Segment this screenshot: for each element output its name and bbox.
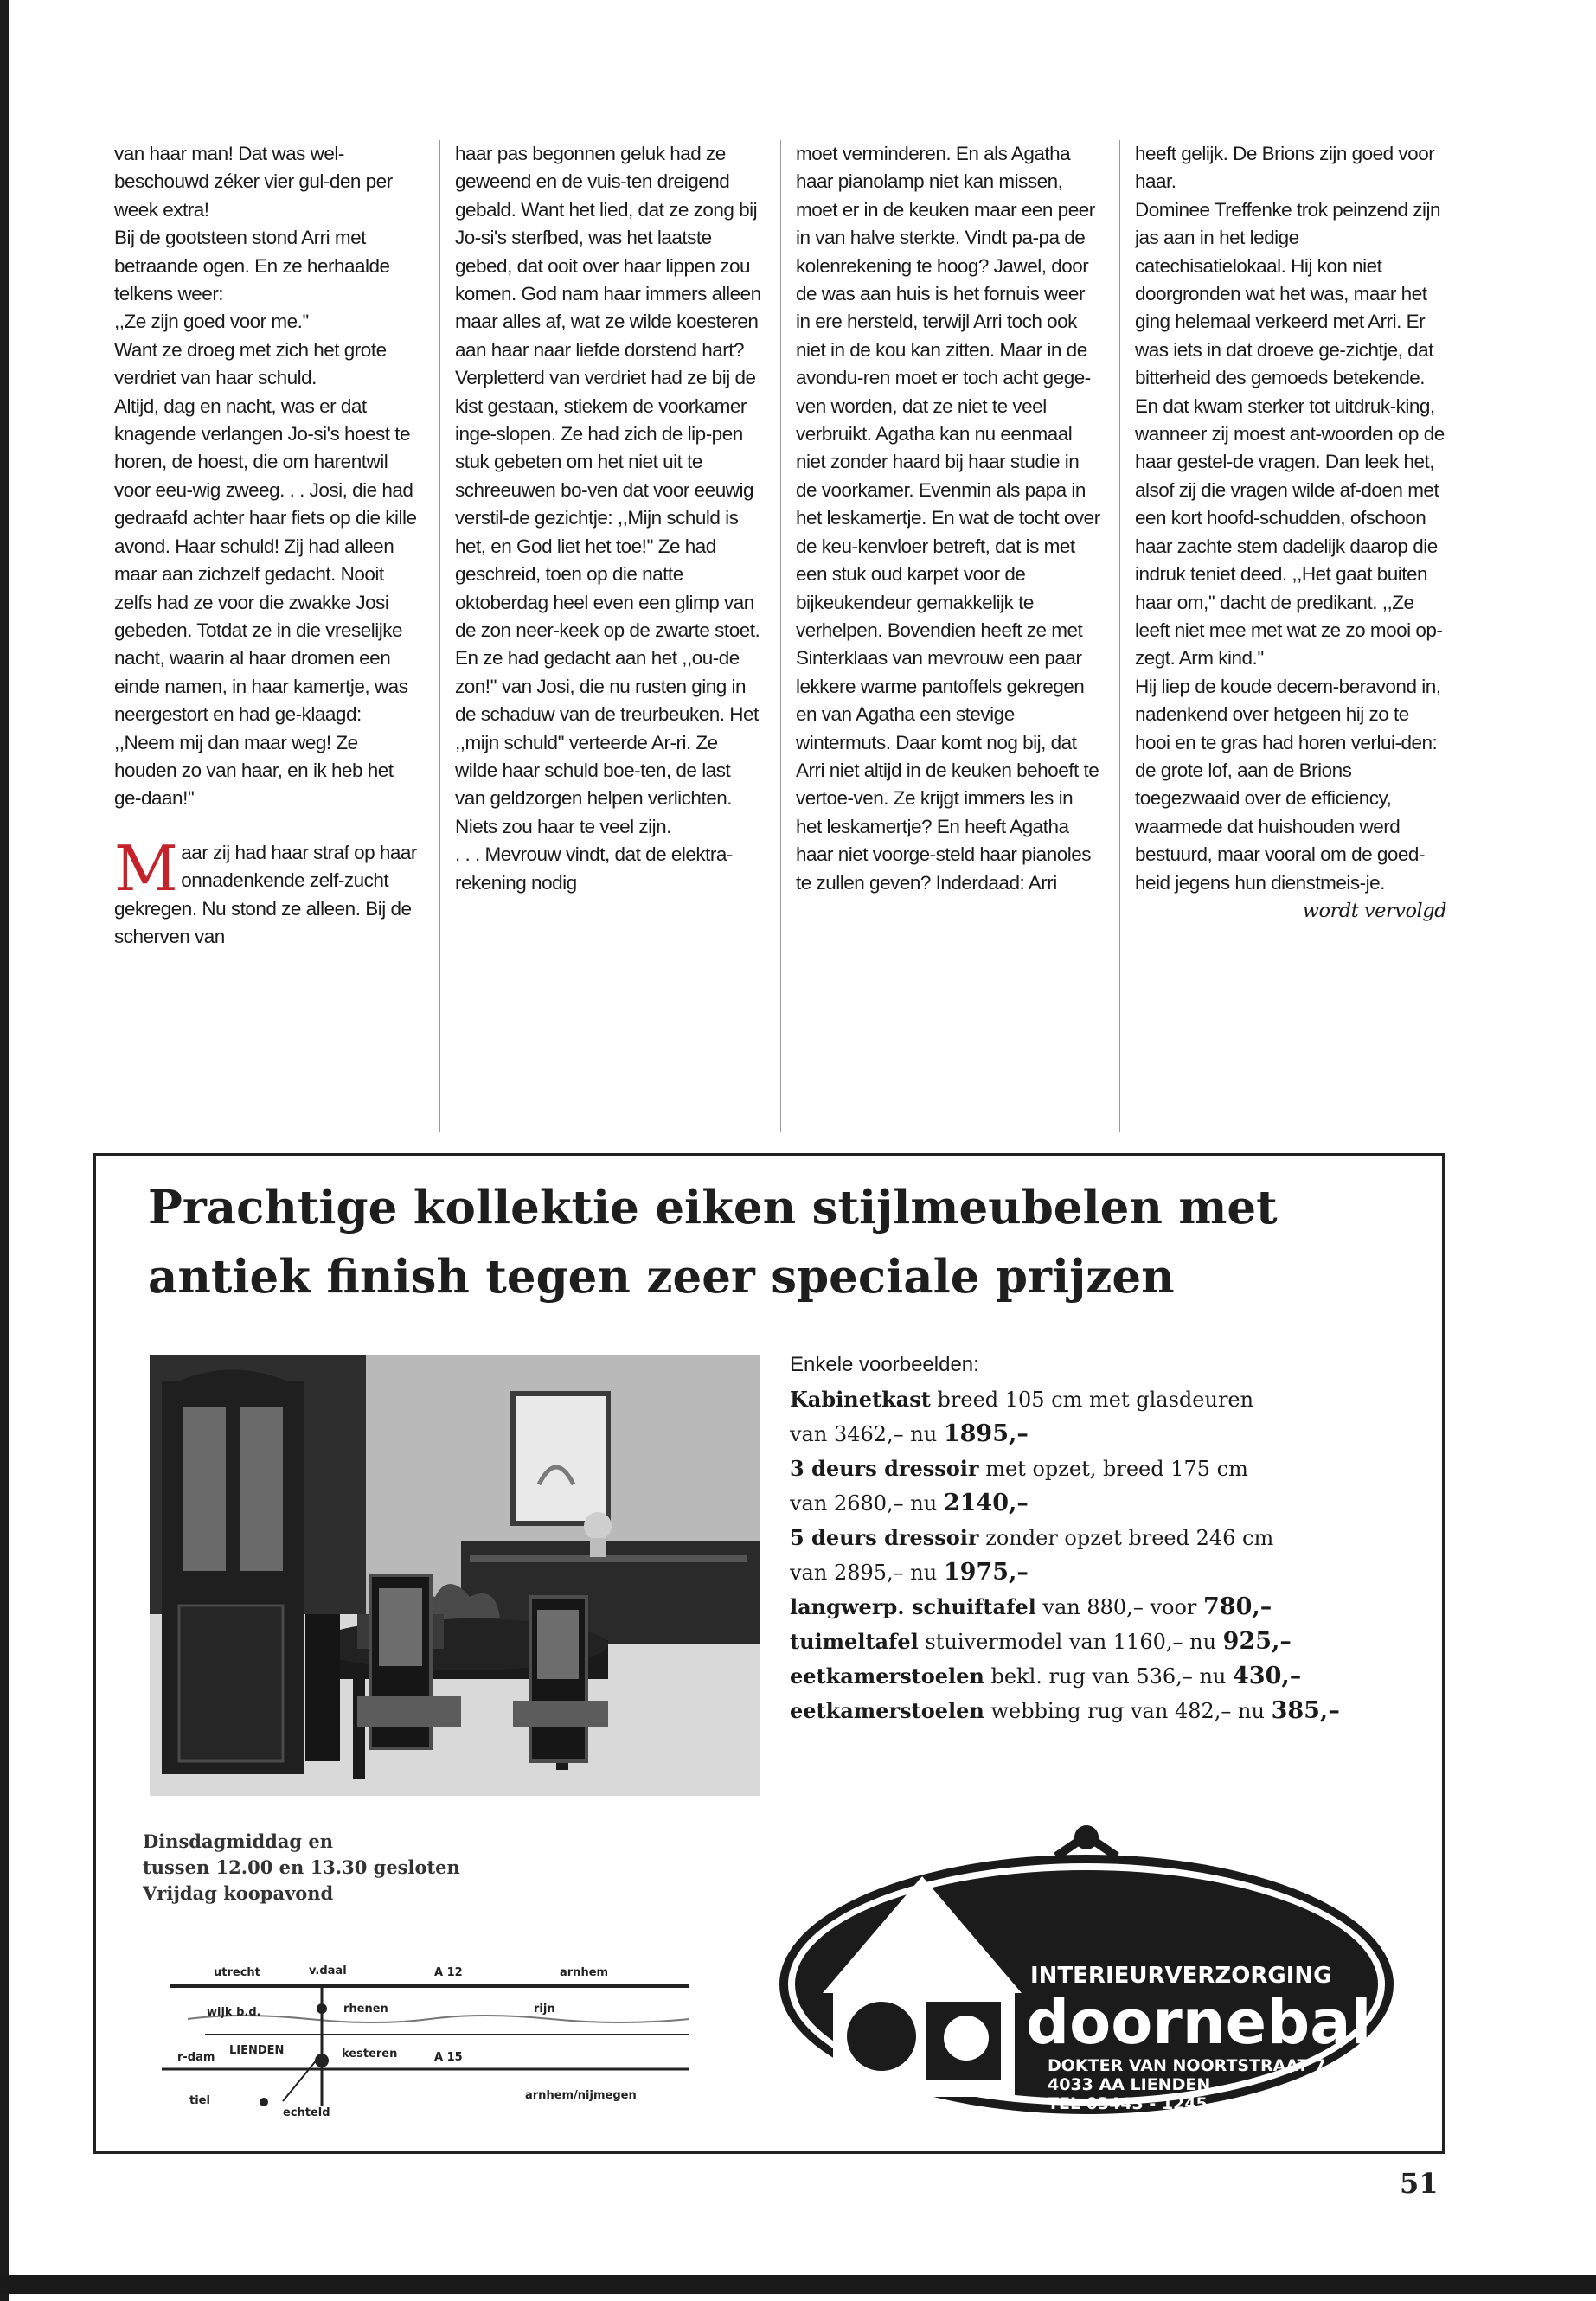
price-list-intro: Enkele voorbeelden: — [790, 1353, 979, 1376]
map-label: wijk b.d. — [207, 2006, 261, 2019]
item-name: eetkamerstoelen — [790, 1698, 984, 1723]
item-desc: bekl. rug van 536,– nu — [990, 1664, 1227, 1689]
item-desc: van 880,– voor — [1042, 1595, 1197, 1619]
paragraph: Hij liep de koude decem-beravond in, nadenkend over hetgeen hij zo te hooi en te gras had horen verlui-den: de grote lof, aan de Brions toegezwaaid over de efficiency, waarmede dat huishouden werd bestuurd, maar vooral om de goed-heid jegens hun dienstmeis-je. — [1135, 675, 1441, 894]
paragraph: Want ze droeg met zich het grote verdriet van haar schuld. — [114, 338, 387, 389]
dining-room-photo — [150, 1355, 760, 1796]
logo-name: doornebal — [1026, 1987, 1372, 2058]
scan-edge-bottom — [0, 2275, 1596, 2294]
price-item — [790, 1625, 1430, 1659]
paragraph-text: aar zij had haar straf op haar onnadenkende zelf-zucht gekregen. Nu stond ze alleen. Bij de scherven van — [114, 841, 417, 947]
column-rule — [780, 140, 781, 1132]
price-item — [790, 1590, 1430, 1625]
map-label: echteld — [283, 2106, 330, 2119]
price-item — [790, 1382, 1430, 1452]
item-price: 1975,– — [943, 1559, 1029, 1586]
map-label: A 12 — [434, 1966, 463, 1979]
item-desc: breed 105 cm met glasdeuren — [937, 1388, 1254, 1412]
price-list — [790, 1348, 1430, 1728]
doornebal-logo — [771, 1811, 1402, 2123]
item-desc: webbing rug van 482,– nu — [990, 1699, 1265, 1723]
paragraph: . . . Mevrouw vindt, dat de elektra-rekening nodig — [455, 843, 733, 894]
opening-hours — [143, 1829, 506, 1907]
item-name: tuimeltafel — [790, 1629, 919, 1654]
price-item — [790, 1694, 1430, 1728]
furniture-advertisement — [93, 1153, 1445, 2154]
article-column-3 — [796, 140, 1103, 1132]
river-rijn — [188, 2016, 689, 2022]
map-label: A 15 — [434, 2051, 463, 2064]
paragraph: heeft gelijk. De Brions zijn goed voor haar. — [1135, 143, 1435, 193]
map-label: kesteren — [342, 2048, 398, 2061]
item-price: 385,– — [1271, 1697, 1340, 1724]
map-label: tiel — [189, 2094, 210, 2107]
price-item — [790, 1521, 1430, 1590]
rhenen-marker — [317, 2003, 327, 2014]
paragraph: haar pas begonnen geluk had ze geweend en de vuis-ten dreigend gebald. Want het lied, dat ze zong bij Jo-si's sterfbed, was het laatste gebed, dat ooit over haar lippen zou komen. God nam haar immers alleen maar alles af, wat ze wilde koesteren aan haar naar liefde dorstend hart? — [455, 143, 761, 361]
hours-line: Vrijdag koopavond — [143, 1882, 334, 1904]
paragraph: moet verminderen. En als Agatha haar pianolamp niet kan missen, moet er in de keuken maar een peer in van halve sterkte. Vindt pa-pa de kolenrekening te hoog? Jawel, door de was aan huis is het fornuis weer in ere hersteld, terwijl Arri toch ook niet in de kou kan zitten. Maar in de avondu-ren moet er toch acht gege-ven worden, dat ze niet te veel verbruikt. Agatha kan nu eenmaal niet zonder haard bij haar studie in de voorkamer. Evenmin als papa in het leskamertje. En wat de tocht over de keu-kenvloer betreft, dat is met een stuk oud karpet voor de bijkeukendeur gemakkelijk te verhelpen. Bovendien heeft ze met Sinterklaas van mevrouw een paar lekkere warme pantoffels gekregen en van Agatha een stevige wintermuts. Daar komt nog bij, dat Arri niet altijd in de keuken behoeft te vertoe-ven. Ze krijgt immers les in het leskamertje? En heeft Agatha haar niet voorge-steld haar pianoles te zullen geven? Inderdaad: Arri — [796, 143, 1100, 894]
item-name: eetkamerstoelen — [790, 1663, 984, 1689]
hours-line: Dinsdagmiddag en — [143, 1830, 334, 1852]
lienden-marker — [315, 2054, 329, 2067]
item-price: 2140,– — [943, 1490, 1029, 1516]
article-column-2 — [455, 140, 762, 1132]
price-item — [790, 1659, 1430, 1694]
logo-phone: TEL 03443 - 1245 — [1048, 2094, 1208, 2113]
page-number: 51 — [1400, 2167, 1439, 2200]
logo-address: 4033 AA LIENDEN — [1048, 2075, 1211, 2094]
map-label: v.daal — [309, 1965, 347, 1977]
drop-cap: M — [114, 831, 178, 905]
logo-address: DOKTER VAN NOORTSTRAAT 7 — [1048, 2056, 1326, 2075]
item-desc: met opzet, breed 175 cm — [985, 1457, 1248, 1481]
paragraph: Dominee Treffenke trok peinzend zijn jas aan in het ledige catechisatielokaal. Hij kon niet doorgronden wat het was, maar het ging helemaal verkeerd met Arri. Er was iets in dat droeve ge-zichtje, dat bitterheid des gemoeds betekende. En dat kwam sterker tot uitdruk-king, wanneer zij moest ant-woorden op de haar gestel-de vragen. Dan leek het, alsof zij die vragen wilde af-doen met een kort hoofd-schudden, ofschoon haar zachte stem dadelijk daarop die indruk teniet deed. ,,Het gaat buiten haar om,'' dacht de predikant. ,,Ze leeft niet mee met wat ze zo mooi op-zegt. Arm kind.'' — [1135, 198, 1445, 670]
map-label: rhenen — [343, 2003, 388, 2016]
continued-note: wordt vervolgd — [1302, 899, 1446, 922]
logo-tagline: INTERIEURVERZORGING — [1030, 1963, 1332, 1989]
map-label: arnhem/nijmegen — [525, 2089, 637, 2102]
map-label: r-dam — [177, 2051, 215, 2064]
item-price: 1895,– — [943, 1420, 1029, 1447]
item-name: 3 deurs dressoir — [790, 1456, 979, 1481]
paragraph: van haar man! Dat was wel-beschouwd zéker vier gul-den per week extra! — [114, 143, 393, 221]
tiel-marker — [260, 2098, 268, 2106]
item-old-price: van 2895,– nu — [790, 1561, 938, 1585]
article-column-1 — [114, 140, 421, 1132]
column-rule — [1119, 140, 1120, 1132]
item-name: Kabinetkast — [790, 1387, 931, 1412]
item-name: langwerp. schuiftafel — [790, 1594, 1036, 1619]
map-label: utrecht — [214, 1966, 260, 1979]
item-price: 780,– — [1203, 1593, 1272, 1620]
paragraph: Verpletterd van verdriet had ze bij de kist gestaan, stiekem de voorkamer inge-slopen. Ze had zich de lip-pen stuk gebeten om het niet uit te schreeuwen bo-ven dat voor eeuwig verstil-de gezichtje: ,,Mijn schuld is het, en God liet het toe!'' Ze had geschreid, toen op die natte oktoberdag heel even een glimp van de zon neer-keek op de zwarte stoet. En ze had gedacht aan het ,,ou-de zon!'' van Josi, die nu rusten ging in de schaduw van de treurbeuken. Het ,,mijn schuld'' verteerde Ar-ri. Ze wilde haar schuld boe-ten, de last van geldzorgen helpen verlichten. Niets zou haar te veel zijn. — [455, 367, 760, 837]
item-old-price: van 3462,– nu — [790, 1422, 938, 1446]
item-price: 925,– — [1222, 1628, 1292, 1655]
item-price: 430,– — [1233, 1663, 1302, 1689]
ad-headline: Prachtige kollektie eiken stijlmeubelen met antiek finish tegen zeer speciale prijzen — [148, 1181, 1278, 1304]
route-map — [136, 1950, 707, 2123]
map-label: rijn — [534, 2003, 555, 2016]
dropcap-paragraph — [114, 831, 421, 952]
paragraph: Altijd, dag en nacht, was er dat knagende verlangen Jo-si's hoest te horen, de hoest, die om harentwil voor eeu-wig zweeg. . . Josi, die had gedraafd achter haar fiets op die kille avond. Haar schuld! Zij had alleen maar aan zichzelf gedacht. Nooit zelfs had ze voor die zwakke Josi gebeden. Totdat ze in die vreselijke nacht, waarin al haar dromen een einde namen, in haar kamertje, was neergestort en had ge-klaagd: ,,Neem mij dan maar weg! Ze houden zo van haar, en ik heb het ge-daan!'' — [114, 394, 417, 810]
price-item — [790, 1452, 1430, 1521]
item-desc: zonder opzet breed 246 cm — [985, 1526, 1274, 1550]
item-name: 5 deurs dressoir — [790, 1525, 979, 1550]
paragraph: Bij de gootsteen stond Arri met betraande ogen. En ze herhaalde telkens weer: — [114, 227, 390, 305]
map-label: LIENDEN — [229, 2044, 285, 2057]
item-desc: stuivermodel van 1160,– nu — [925, 1630, 1217, 1654]
item-old-price: van 2680,– nu — [790, 1491, 938, 1516]
column-rule — [439, 140, 440, 1132]
article-column-4 — [1135, 140, 1446, 1132]
hours-line: tussen 12.00 en 13.30 gesloten — [143, 1856, 460, 1878]
map-label: arnhem — [560, 1966, 609, 1979]
paragraph: ,,Ze zijn goed voor me.'' — [114, 311, 309, 333]
scan-edge-left — [0, 0, 9, 2301]
